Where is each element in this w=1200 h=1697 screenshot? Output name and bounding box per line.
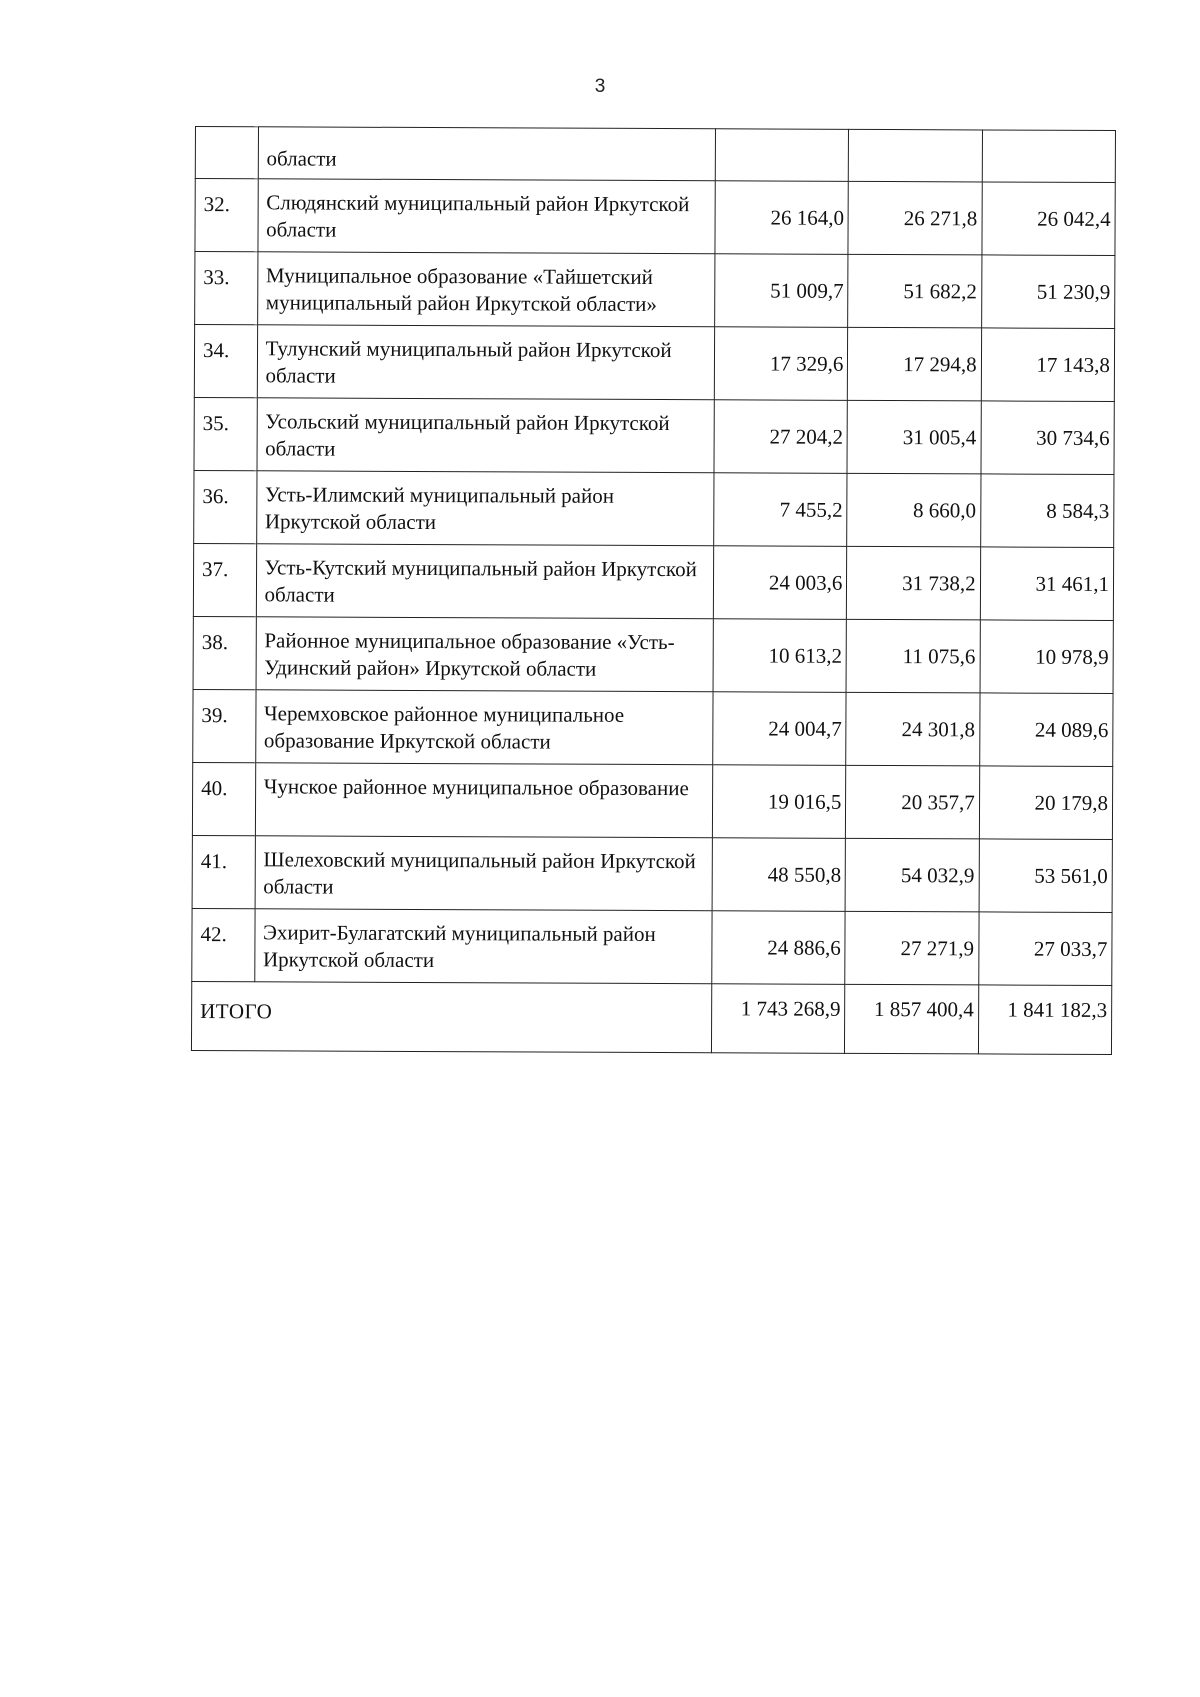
value-cell-3: 17 143,8 [981, 328, 1115, 402]
municipality-name-cell: Муниципальное образование «Тайшетский муниципальный район Иркутской области» [257, 252, 715, 327]
row-number-cell: 38. [193, 616, 256, 689]
value-cell-1: 24 003,6 [713, 546, 847, 620]
value-cell-1: 48 550,8 [712, 838, 846, 912]
value-cell-2: 17 294,8 [848, 327, 982, 401]
value-cell-3: 26 042,4 [982, 182, 1116, 256]
budget-table [191, 126, 1116, 1055]
value-cell-1: 24 886,6 [712, 911, 846, 985]
value-cell-3: 31 461,1 [980, 547, 1114, 621]
row-number-cell [195, 127, 258, 179]
value-cell-3: 51 230,9 [981, 255, 1115, 329]
value-cell-2: 26 271,8 [848, 181, 982, 255]
row-number-cell: 37. [193, 543, 256, 616]
value-cell-2: 8 660,0 [847, 473, 981, 547]
row-number-cell: 32. [195, 179, 258, 252]
table-row [195, 179, 1115, 256]
municipality-name-cell: Шелеховский муниципальный район Иркутской области [255, 836, 713, 911]
value-cell-3: 24 089,6 [979, 693, 1113, 767]
row-number-cell: 42. [192, 908, 255, 981]
municipality-name-cell: Слюдянский муниципальный район Иркутской области [258, 179, 716, 254]
value-cell-2 [849, 129, 983, 182]
value-cell-2: 31 005,4 [847, 400, 981, 474]
row-number-cell: 40. [192, 762, 255, 835]
table-row [192, 835, 1112, 912]
value-cell-2: 51 682,2 [848, 254, 982, 328]
value-cell-3: 10 978,9 [980, 620, 1114, 694]
table-row [194, 470, 1114, 547]
table-row [192, 908, 1112, 985]
table-row [194, 325, 1114, 402]
table-row [194, 397, 1114, 474]
municipality-name-cell: Черемховское районное муниципальное образование Иркутской области [255, 690, 713, 765]
value-cell-2: 11 075,6 [846, 619, 980, 693]
municipality-name-cell: Усольский муниципальный район Иркутской области [257, 398, 715, 473]
municipality-name-cell: области [258, 127, 716, 181]
row-number-cell: 36. [194, 470, 257, 543]
table-row [193, 616, 1113, 693]
value-cell-2: 20 357,7 [846, 765, 980, 839]
row-number-cell: 34. [194, 325, 257, 398]
value-cell-3 [982, 130, 1116, 183]
table-row [193, 689, 1113, 766]
value-cell-3: 53 561,0 [979, 839, 1113, 913]
value-cell-3: 27 033,7 [978, 912, 1112, 986]
total-row [191, 981, 1111, 1054]
value-cell-1: 7 455,2 [714, 473, 848, 547]
total-label: ИТОГО [191, 981, 711, 1052]
value-cell-1: 27 204,2 [714, 400, 848, 474]
row-number-cell: 41. [192, 835, 255, 908]
row-number-cell: 39. [193, 689, 256, 762]
municipality-name-cell: Усть-Кутский муниципальный район Иркутской области [256, 544, 714, 619]
value-cell-1: 10 613,2 [713, 619, 847, 693]
table-row [193, 543, 1113, 620]
total-value-cell-3: 1 841 182,3 [978, 985, 1112, 1055]
total-value-cell-1: 1 743 268,9 [712, 984, 846, 1054]
total-value-cell-2: 1 857 400,4 [845, 984, 979, 1054]
value-cell-1: 17 329,6 [714, 327, 848, 401]
value-cell-2: 31 738,2 [847, 546, 981, 620]
value-cell-2: 54 032,9 [845, 838, 979, 912]
value-cell-3: 8 584,3 [980, 474, 1114, 548]
municipality-name-cell: Тулунский муниципальный район Иркутской области [257, 325, 715, 400]
value-cell-1 [715, 129, 849, 182]
municipality-name-cell: Усть-Илимский муниципальный район Иркутской области [256, 471, 714, 546]
value-cell-3: 20 179,8 [979, 766, 1113, 840]
table-row [195, 252, 1115, 329]
value-cell-2: 24 301,8 [846, 692, 980, 766]
value-cell-1: 19 016,5 [712, 765, 846, 839]
value-cell-2: 27 271,9 [845, 911, 979, 985]
value-cell-3: 30 734,6 [981, 401, 1115, 475]
row-number-cell: 33. [195, 252, 258, 325]
budget-table-body [191, 127, 1115, 1055]
municipality-name-cell: Чунское районное муниципальное образование [255, 763, 713, 838]
value-cell-1: 24 004,7 [713, 692, 847, 766]
continuation-row [195, 127, 1115, 183]
municipality-name-cell: Районное муниципальное образование «Усть-Удинский район» Иркутской области [256, 617, 714, 692]
table-row [192, 762, 1112, 839]
page-number: 3 [594, 76, 606, 97]
value-cell-1: 26 164,0 [715, 181, 849, 255]
value-cell-1: 51 009,7 [715, 254, 849, 328]
row-number-cell: 35. [194, 397, 257, 470]
municipality-name-cell: Эхирит-Булагатский муниципальный район Иркутской области [254, 909, 712, 984]
